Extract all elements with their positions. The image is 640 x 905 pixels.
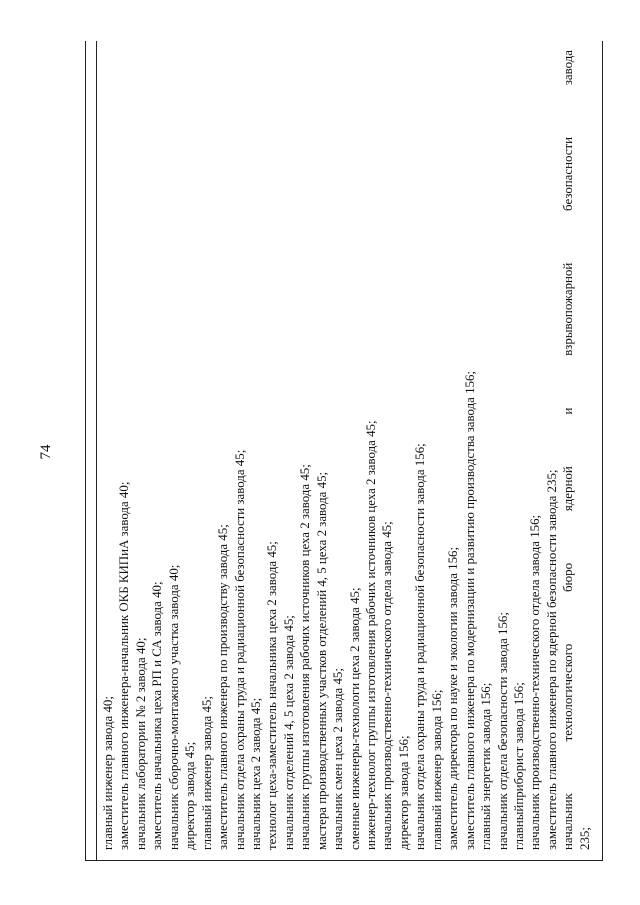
text-line: директор завода 156; (396, 735, 411, 850)
page-number: 74 (38, 444, 54, 460)
text-line: начальник отдела охраны труда и радиационной безопасности завода 156; (413, 443, 428, 850)
text-line: главный инженер завода 156; (429, 689, 444, 850)
text-line: заместитель начальника цеха РП и СА завода 40; (150, 581, 165, 850)
text-line: инженер-технолог группы изготовления рабочих источников цеха 2 завода 45; (364, 420, 378, 850)
text-line: технолог цеха-заместитель начальника цеха 2 завода 45; (265, 541, 280, 850)
text-line: мастера производственных участков отделений 4, 5 цеха 2 завода 45; (314, 471, 329, 850)
text-line: начальник цеха 2 завода 45; (248, 697, 263, 850)
text-line: главный инженер завода 40; (101, 696, 115, 850)
text-line: начальник группы изготовления рабочих источников цеха 2 завода 45; (298, 464, 313, 850)
text-line: главныйприборист завода 156; (511, 682, 526, 850)
text-line: главный энергетик завода 156; (479, 682, 494, 850)
text-line: начальник лаборатории № 2 завода 40; (133, 637, 148, 850)
column-divider (96, 41, 97, 860)
text-line: заместитель главного инженера по модернизации и развитию производства завода 156; (462, 370, 477, 850)
text-lines (100, 50, 593, 850)
text-line: начальник производственно-технического отдела завода 45; (380, 521, 395, 850)
text-line: начальник отдела охраны труда и радиационной безопасности завода 45; (232, 449, 247, 850)
text-line: начальник отделений 4, 5 цеха 2 завода 45; (281, 615, 296, 850)
text-line: заместитель главного инженера-начальник ОКБ КИПиА завода 40; (117, 481, 132, 850)
text-line: начальник сборочно-монтажного участка завода 40; (166, 564, 181, 850)
text-line: начальник отдела безопасности завода 156; (495, 612, 510, 850)
text-line: главный инженер завода 45; (199, 696, 214, 850)
text-line: заместитель директора по науке и экологии завода 156; (446, 546, 461, 850)
text-line: начальник смен цеха 2 завода 45; (331, 668, 346, 850)
text-line: заместитель главного инженера по ядерной безопасности завода 235; (544, 469, 559, 850)
rotated-content (85, 41, 603, 861)
text-line: 235; (577, 827, 592, 850)
text-line: начальник технологического бюро ядерной и взрывопожарной безопасности завода (561, 50, 576, 850)
text-line: начальник производственно-технического отдела завода 156; (528, 514, 543, 850)
text-line: заместитель главного инженера по производству завода 45; (216, 524, 231, 850)
table (85, 41, 603, 861)
text-line: сменные инженеры-технологи цеха 2 завода 45; (347, 587, 362, 850)
text-line: директор завода 45; (183, 741, 198, 850)
